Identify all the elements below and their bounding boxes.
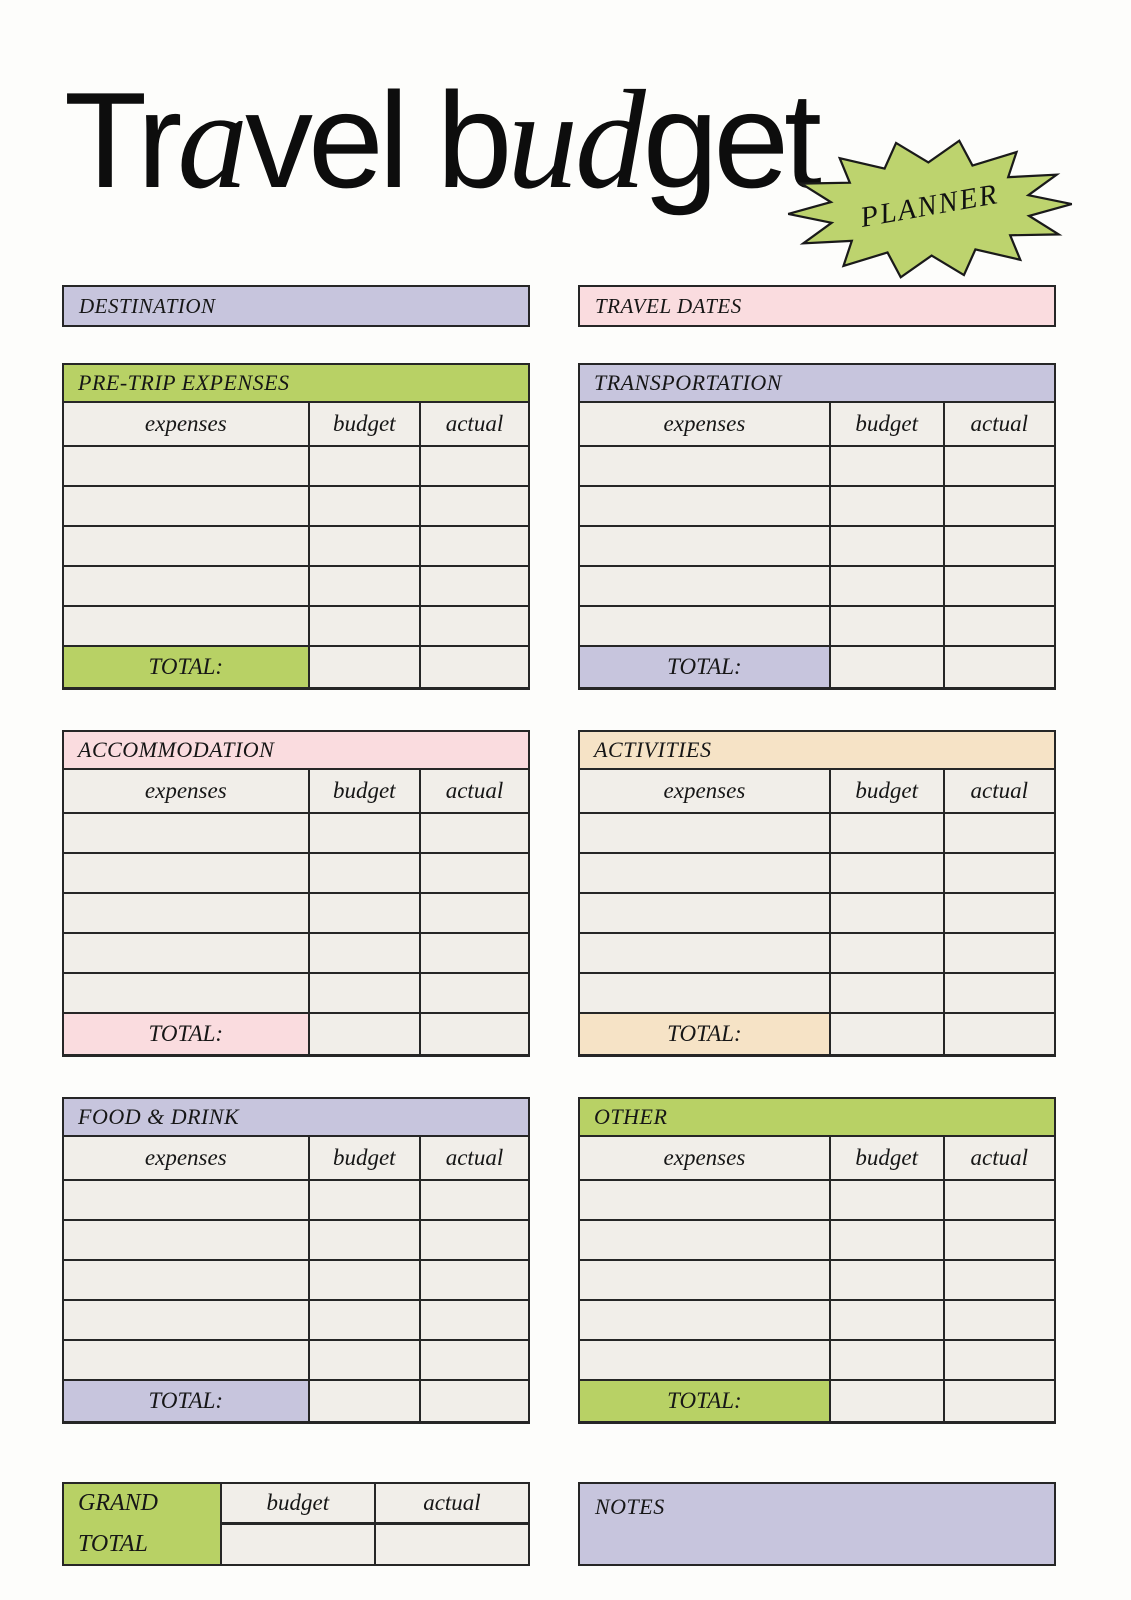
actual-value-cell[interactable] [943, 1301, 1054, 1339]
table-row [64, 1181, 528, 1221]
budget-value-cell[interactable] [308, 487, 419, 525]
actual-value-cell[interactable] [419, 607, 528, 645]
section-title: OTHER [580, 1099, 1054, 1137]
total-budget-cell[interactable] [829, 1014, 943, 1054]
actual-value-cell[interactable] [419, 1301, 528, 1339]
planner-starburst-badge [775, 128, 1084, 291]
section-title: ACCOMMODATION [64, 732, 528, 770]
grand-total-columns [222, 1484, 528, 1564]
page-title [64, 61, 817, 218]
table-row [580, 1301, 1054, 1341]
expense-name-cell[interactable] [64, 974, 308, 1012]
column-header-budget: budget [829, 770, 943, 812]
actual-value-cell[interactable] [419, 814, 528, 852]
budget-value-cell[interactable] [829, 974, 943, 1012]
column-header-row [580, 770, 1054, 814]
actual-value-cell[interactable] [419, 1261, 528, 1299]
section-food-drink [62, 1097, 530, 1424]
total-budget-cell[interactable] [308, 647, 419, 687]
total-label-cell: TOTAL: [64, 647, 308, 687]
column-header-actual: actual [943, 770, 1054, 812]
budget-value-cell[interactable] [308, 1181, 419, 1219]
budget-value-cell[interactable] [829, 607, 943, 645]
table-row [64, 974, 528, 1014]
table-row [580, 1221, 1054, 1261]
column-header-budget: budget [829, 1137, 943, 1179]
budget-value-cell[interactable] [308, 814, 419, 852]
total-actual-cell[interactable] [943, 1014, 1054, 1054]
expense-name-cell[interactable] [580, 854, 829, 892]
table-row [580, 814, 1054, 854]
title-segment: ud [507, 61, 643, 218]
actual-value-cell[interactable] [943, 854, 1054, 892]
actual-value-cell[interactable] [419, 527, 528, 565]
column-header-budget: budget [308, 770, 419, 812]
column-header-actual: actual [419, 403, 528, 445]
table-row [580, 974, 1054, 1014]
total-row [64, 647, 528, 687]
section-transportation [578, 363, 1056, 690]
table-row [64, 894, 528, 934]
grand-total-line1: GRAND [78, 1490, 158, 1516]
total-label-cell: TOTAL: [580, 647, 829, 687]
table-row [580, 487, 1054, 527]
section-activities [578, 730, 1056, 1057]
actual-value-cell[interactable] [943, 1221, 1054, 1259]
table-row [64, 1221, 528, 1261]
actual-value-cell[interactable] [419, 447, 528, 485]
actual-value-cell[interactable] [419, 1221, 528, 1259]
budget-value-cell[interactable] [308, 1301, 419, 1339]
table-row [580, 527, 1054, 567]
section-title: TRANSPORTATION [580, 365, 1054, 403]
table-row [580, 567, 1054, 607]
column-header-row [580, 403, 1054, 447]
column-header-row [64, 1137, 528, 1181]
travel-dates-label: TRAVEL DATES [595, 293, 742, 318]
budget-value-cell[interactable] [829, 894, 943, 932]
table-row [64, 447, 528, 487]
column-header-actual: actual [943, 403, 1054, 445]
actual-value-cell[interactable] [943, 974, 1054, 1012]
expense-name-cell[interactable] [580, 567, 829, 605]
total-actual-cell[interactable] [943, 647, 1054, 687]
destination-label: DESTINATION [79, 293, 216, 318]
grand-total-header-row [222, 1484, 528, 1525]
expense-name-cell[interactable] [64, 487, 308, 525]
table-row [64, 567, 528, 607]
actual-value-cell[interactable] [419, 567, 528, 605]
column-header-expenses: expenses [580, 1137, 829, 1179]
actual-value-cell[interactable] [419, 1341, 528, 1379]
column-header-expenses: expenses [64, 403, 308, 445]
total-row [64, 1381, 528, 1421]
expense-name-cell[interactable] [580, 607, 829, 645]
actual-value-cell[interactable] [419, 1181, 528, 1219]
table-row [64, 527, 528, 567]
total-budget-cell[interactable] [308, 1014, 419, 1054]
total-label-cell: TOTAL: [64, 1014, 308, 1054]
table-row [64, 934, 528, 974]
expense-name-cell[interactable] [580, 934, 829, 972]
budget-value-cell[interactable] [308, 1341, 419, 1379]
column-header-actual: actual [419, 1137, 528, 1179]
column-header-actual: actual [419, 770, 528, 812]
column-header-budget: budget [308, 403, 419, 445]
section-title: PRE-TRIP EXPENSES [64, 365, 528, 403]
expense-name-cell[interactable] [64, 814, 308, 852]
expense-name-cell[interactable] [64, 567, 308, 605]
table-row [64, 814, 528, 854]
budget-value-cell[interactable] [829, 814, 943, 852]
actual-value-cell[interactable] [943, 934, 1054, 972]
table-row [64, 1301, 528, 1341]
column-header-expenses: expenses [580, 770, 829, 812]
actual-value-cell[interactable] [943, 814, 1054, 852]
budget-value-cell[interactable] [308, 527, 419, 565]
actual-value-cell[interactable] [943, 894, 1054, 932]
budget-value-cell[interactable] [829, 487, 943, 525]
total-budget-cell[interactable] [829, 647, 943, 687]
column-header-row [64, 403, 528, 447]
column-header-expenses: expenses [64, 770, 308, 812]
title-segment: Tr [64, 64, 178, 216]
total-actual-cell[interactable] [419, 1381, 528, 1421]
budget-value-cell[interactable] [308, 447, 419, 485]
actual-value-cell[interactable] [943, 447, 1054, 485]
grand-total-label [64, 1484, 222, 1564]
table-row [580, 894, 1054, 934]
actual-value-cell[interactable] [419, 487, 528, 525]
total-actual-cell[interactable] [943, 1381, 1054, 1421]
expense-name-cell[interactable] [580, 1181, 829, 1219]
actual-value-cell[interactable] [419, 934, 528, 972]
actual-value-cell[interactable] [419, 854, 528, 892]
expense-name-cell[interactable] [580, 527, 829, 565]
expense-name-cell[interactable] [580, 1261, 829, 1299]
section-accommodation [62, 730, 530, 1057]
budget-value-cell[interactable] [308, 974, 419, 1012]
total-label-cell: TOTAL: [580, 1381, 829, 1421]
budget-value-cell[interactable] [308, 934, 419, 972]
expense-name-cell[interactable] [580, 814, 829, 852]
expense-name-cell[interactable] [64, 1341, 308, 1379]
title-segment: a [177, 61, 246, 218]
actual-value-cell[interactable] [943, 1181, 1054, 1219]
expense-name-cell[interactable] [64, 1261, 308, 1299]
total-row [64, 1014, 528, 1054]
actual-value-cell[interactable] [943, 1341, 1054, 1379]
expense-name-cell[interactable] [64, 447, 308, 485]
expense-name-cell[interactable] [580, 1341, 829, 1379]
actual-value-cell[interactable] [943, 1261, 1054, 1299]
expense-name-cell[interactable] [64, 1181, 308, 1219]
total-actual-cell[interactable] [419, 647, 528, 687]
actual-value-cell[interactable] [419, 974, 528, 1012]
table-row [580, 934, 1054, 974]
expense-name-cell[interactable] [580, 1301, 829, 1339]
grand-total-table [62, 1482, 530, 1566]
budget-value-cell[interactable] [829, 447, 943, 485]
budget-value-cell[interactable] [829, 1181, 943, 1219]
grand-actual-value-cell[interactable] [374, 1525, 528, 1564]
table-row [580, 854, 1054, 894]
section-title: FOOD & DRINK [64, 1099, 528, 1137]
budget-value-cell[interactable] [308, 1261, 419, 1299]
table-row [64, 1341, 528, 1381]
section-pre-trip-expenses [62, 363, 530, 690]
expense-name-cell[interactable] [64, 894, 308, 932]
section-title: ACTIVITIES [580, 732, 1054, 770]
budget-value-cell[interactable] [829, 527, 943, 565]
total-label-cell: TOTAL: [580, 1014, 829, 1054]
title-segment: get [642, 64, 817, 216]
budget-value-cell[interactable] [308, 1221, 419, 1259]
budget-value-cell[interactable] [829, 854, 943, 892]
expense-name-cell[interactable] [64, 527, 308, 565]
actual-value-cell[interactable] [943, 607, 1054, 645]
expense-name-cell[interactable] [580, 894, 829, 932]
expense-name-cell[interactable] [64, 934, 308, 972]
column-header-expenses: expenses [64, 1137, 308, 1179]
expense-name-cell[interactable] [64, 1301, 308, 1339]
budget-value-cell[interactable] [308, 607, 419, 645]
expense-name-cell[interactable] [580, 447, 829, 485]
section-other [578, 1097, 1056, 1424]
grand-budget-value-cell[interactable] [222, 1525, 374, 1564]
total-label-cell: TOTAL: [64, 1381, 308, 1421]
budget-value-cell[interactable] [829, 567, 943, 605]
column-header-budget: budget [308, 1137, 419, 1179]
actual-value-cell[interactable] [943, 567, 1054, 605]
grand-budget-header: budget [222, 1484, 374, 1522]
column-header-actual: actual [943, 1137, 1054, 1179]
grand-actual-header: actual [374, 1484, 528, 1522]
table-row [64, 1261, 528, 1301]
grand-total-value-row [222, 1525, 528, 1564]
table-row [580, 607, 1054, 647]
expense-name-cell[interactable] [580, 974, 829, 1012]
column-header-row [580, 1137, 1054, 1181]
table-row [64, 854, 528, 894]
actual-value-cell[interactable] [943, 487, 1054, 525]
expense-name-cell[interactable] [580, 487, 829, 525]
column-header-budget: budget [829, 403, 943, 445]
title-segment: vel b [245, 64, 508, 216]
table-row [64, 487, 528, 527]
badge-label: PLANNER [857, 177, 1001, 234]
total-budget-cell[interactable] [308, 1381, 419, 1421]
actual-value-cell[interactable] [943, 527, 1054, 565]
budget-value-cell[interactable] [829, 1261, 943, 1299]
table-row [64, 607, 528, 647]
actual-value-cell[interactable] [419, 894, 528, 932]
budget-value-cell[interactable] [308, 854, 419, 892]
expense-name-cell[interactable] [64, 607, 308, 645]
column-header-expenses: expenses [580, 403, 829, 445]
notes-area[interactable] [578, 1482, 1056, 1566]
table-row [580, 447, 1054, 487]
grand-total-line2: TOTAL [78, 1531, 148, 1557]
budget-value-cell[interactable] [829, 934, 943, 972]
expense-name-cell[interactable] [580, 1221, 829, 1259]
total-row [580, 647, 1054, 687]
table-row [580, 1341, 1054, 1381]
budget-value-cell[interactable] [829, 1301, 943, 1339]
table-row [580, 1181, 1054, 1221]
budget-value-cell[interactable] [308, 567, 419, 605]
column-header-row [64, 770, 528, 814]
total-row [580, 1381, 1054, 1421]
total-budget-cell[interactable] [829, 1381, 943, 1421]
expense-name-cell[interactable] [64, 854, 308, 892]
expense-name-cell[interactable] [64, 1221, 308, 1259]
page-header [62, 55, 1131, 285]
budget-value-cell[interactable] [829, 1221, 943, 1259]
total-row [580, 1014, 1054, 1054]
total-actual-cell[interactable] [419, 1014, 528, 1054]
notes-label: NOTES [595, 1494, 665, 1519]
budget-value-cell[interactable] [308, 894, 419, 932]
table-row [580, 1261, 1054, 1301]
destination-field[interactable] [62, 285, 530, 327]
budget-value-cell[interactable] [829, 1341, 943, 1379]
